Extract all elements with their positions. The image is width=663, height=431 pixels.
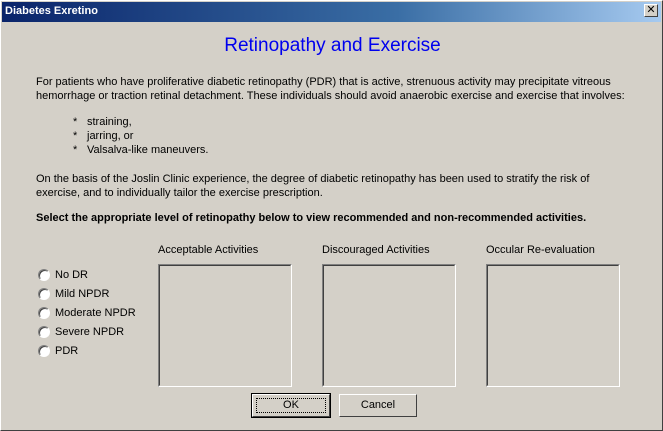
radio-no-dr[interactable]: [38, 267, 88, 283]
bullet-marker: *: [73, 116, 78, 128]
ok-button-label: OK: [283, 399, 299, 411]
instruction-text: Select the appropriate level of retinopathy below to view recommended and non-recommended activities.: [36, 212, 587, 224]
joslin-paragraph: On the basis of the Joslin Clinic experience, the degree of diabetic retinopathy has been used to stratify the risk of exercise, and to individually tailor the exercise prescription.: [36, 173, 590, 199]
acceptable-activities-box[interactable]: [158, 264, 292, 387]
ocular-reevaluation-label: Occular Re-evaluation: [486, 244, 595, 256]
page-title: Retinopathy and Exercise: [224, 35, 441, 56]
focus-rectangle: [256, 398, 326, 413]
cancel-button[interactable]: [339, 394, 417, 417]
radio-button-icon[interactable]: [38, 288, 50, 300]
intro-paragraph: For patients who have proliferative diabetic retinopathy (PDR) that is active, strenuous activity may precipitate vitreous hemorrhage or traction retinal detachment. These individuals should avoid anaerobic exercise and exercise that involves:: [36, 76, 625, 102]
radio-label[interactable]: Moderate NPDR: [55, 307, 136, 319]
list-item: [73, 143, 208, 157]
list-item: [73, 115, 208, 129]
radio-mild-npdr[interactable]: [38, 286, 109, 302]
radio-label[interactable]: No DR: [55, 269, 89, 281]
list-item-text: Valsalva-like maneuvers.: [87, 144, 209, 156]
radio-button-icon[interactable]: [38, 326, 50, 338]
close-icon: ✕: [646, 3, 656, 16]
radio-button-icon[interactable]: [38, 345, 50, 357]
discouraged-activities-box[interactable]: [322, 264, 456, 387]
window-title: Diabetes Exretino: [5, 5, 98, 17]
radio-pdr[interactable]: [38, 343, 78, 359]
radio-button-icon[interactable]: [38, 307, 50, 319]
radio-label[interactable]: Severe NPDR: [55, 326, 125, 338]
radio-severe-npdr[interactable]: [38, 324, 124, 340]
bullet-marker: *: [73, 144, 78, 156]
list-item-text: jarring, or: [87, 130, 134, 142]
discouraged-activities-label: Discouraged Activities: [322, 244, 430, 256]
radio-moderate-npdr[interactable]: [38, 305, 136, 321]
radio-label[interactable]: Mild NPDR: [55, 288, 110, 300]
list-item: [73, 129, 208, 143]
list-item-text: straining,: [87, 116, 132, 128]
acceptable-activities-label: Acceptable Activities: [158, 244, 259, 256]
radio-label[interactable]: PDR: [55, 345, 79, 357]
title-bar[interactable]: [2, 2, 661, 22]
radio-button-icon[interactable]: [38, 269, 50, 281]
risk-activity-list: [73, 115, 208, 157]
ocular-reevaluation-box[interactable]: [486, 264, 620, 387]
close-button[interactable]: [644, 4, 658, 17]
bullet-marker: *: [73, 130, 78, 142]
ok-button[interactable]: [252, 394, 330, 417]
cancel-button-label: Cancel: [360, 399, 396, 411]
